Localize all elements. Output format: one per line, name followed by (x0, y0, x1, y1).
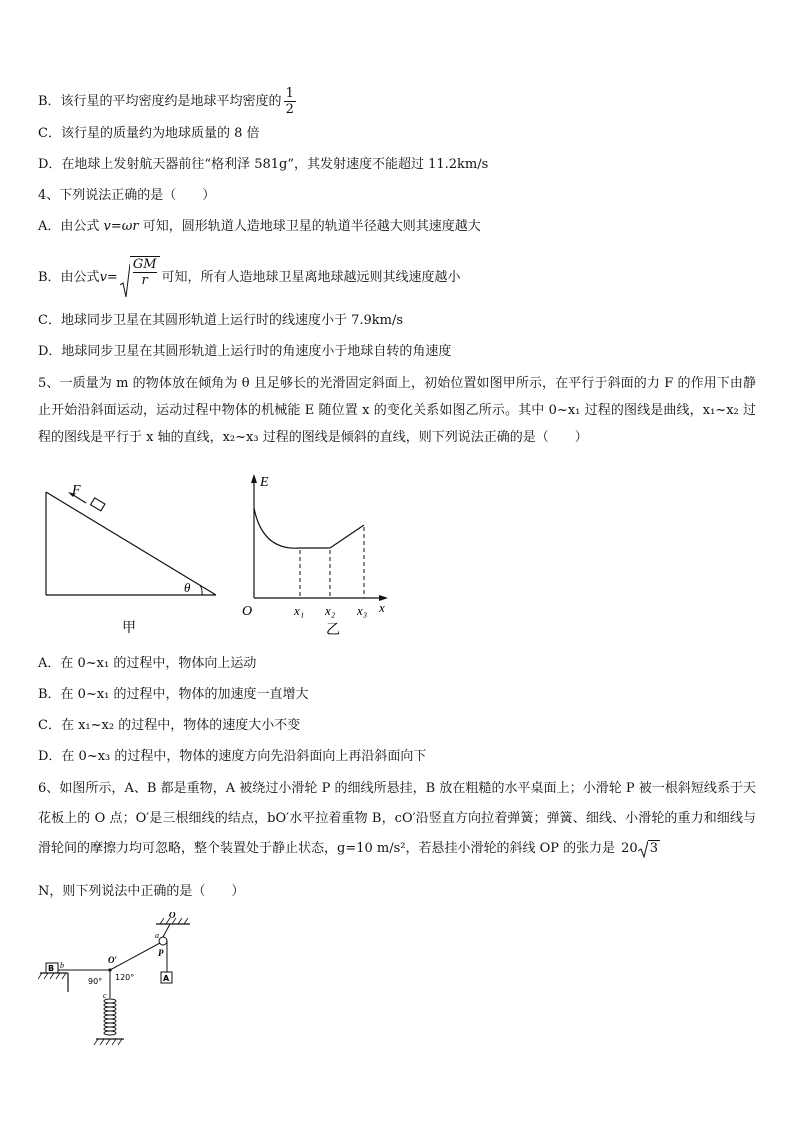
q4-option-b-den: r (141, 273, 148, 288)
q5-option-b: B．在 0~x₁ 的过程中，物体的加速度一直增大 (38, 687, 309, 702)
yi-x2-label: x₂ (325, 603, 336, 618)
yi-E-label: E (260, 475, 269, 490)
q6-tension-value (621, 834, 660, 864)
q4-option-d: D．地球同步卫星在其圆形轨道上运行时的角速度小于地球自转的角速度 (38, 344, 452, 359)
fraction-numerator: 1 (285, 86, 294, 101)
q4-option-b-v: v= (99, 269, 118, 285)
q6-tension-radicand: 3 (649, 841, 658, 856)
q5-option-a: A．在 0~x₁ 的过程中，物体向上运动 (38, 656, 257, 671)
q5-figure-jia (40, 478, 220, 640)
fig-P-label: P (158, 948, 164, 958)
q4-option-b-sqrt (120, 256, 160, 299)
q3-option-b (38, 86, 296, 117)
fig-a-label: a (155, 931, 159, 940)
fig-120-label: 120° (115, 973, 135, 982)
q6-stem-text: 6、如图所示，A、B 都是重物，A 被绕过小滑轮 P 的细线所悬挂，B 放在粗糙的水平桌面上；小滑轮 P 被一根斜短线系于天花板上的 O 点；O′是三根细线的结点，bO′水平拉着重物 B，cO′沿竖直方向拉着弹簧；弹簧、细线、小滑轮的重力和细线与滑轮间的摩擦力均可忽略，整个装置处于静止状态，g=10 m/s²，若悬挂小滑轮的斜线 OP 的张力是 (38, 781, 756, 856)
q4-option-c: C．地球同步卫星在其圆形轨道上运行时的线速度小于 7.9km/s (38, 313, 404, 328)
fig-90-label: 90° (88, 977, 103, 986)
fraction-denominator: 2 (285, 102, 294, 117)
jia-caption: 甲 (122, 620, 136, 636)
q4-option-b-pre: B．由公式 (38, 269, 100, 285)
q4-option-b-num: GM (132, 257, 157, 272)
yi-rising-segment (330, 525, 364, 548)
q4-option-a (38, 218, 481, 236)
yi-x1-label: x₁ (294, 603, 305, 618)
q5-figure-yi (236, 470, 396, 640)
fig-b-label: b (60, 961, 64, 970)
q4-option-a-post: 可知，圆形轨道人造地球卫星的轨道半径越大则其速度越大 (142, 219, 481, 234)
q6-tension-coef: 20 (621, 841, 638, 856)
yi-caption: 乙 (326, 622, 340, 638)
q6-stem-end: N，则下列说法中正确的是（ ） (38, 884, 245, 899)
spring-icon (104, 999, 116, 1035)
q3-option-c: C．该行星的质量约为地球质量的 8 倍 (38, 126, 260, 141)
q3-option-d: D．在地球上发射航天器前往“格利泽 581g”，其发射速度不能超过 11.2km/s (38, 157, 489, 172)
q5-stem: 5、一质量为 m 的物体放在倾角为 θ 且足够长的光滑固定斜面上，初始位置如图甲所示，在平行于斜面的力 F 的作用下由静止开始沿斜面运动，运动过程中物体的机械能 E 随位置 x 的变化关系如图乙所示。其中 0~x₁ 过程的图线是曲线，x₁~x₂ 过程的图线是平行于 x 轴的直线，x₂~x₃ 过程的图线是倾斜的直线，则下列说法正确的是（ ） (38, 376, 756, 445)
fig-O-label: O (169, 912, 176, 920)
fig-c-label: c (103, 991, 107, 1000)
q4-option-b (38, 256, 461, 299)
fig-Oprime-label: O′ (108, 955, 118, 965)
q4-option-b-post: 可知，所有人造地球卫星离地球越远则其线速度越小 (161, 269, 461, 285)
yi-O-label: O (242, 604, 253, 619)
q5-option-d: D．在 0~x₃ 的过程中，物体的速度方向先沿斜面向上再沿斜面向下 (38, 749, 427, 764)
q6-stem (38, 774, 756, 864)
yi-curve-segment (254, 508, 300, 548)
yi-x3-label: x₃ (357, 603, 368, 618)
q5-option-c: C．在 x₁~x₂ 的过程中，物体的速度大小不变 (38, 718, 301, 733)
q4-option-a-pre: A．由公式 (38, 219, 100, 234)
fig-B-label: B (48, 964, 55, 973)
fig-A-label: A (163, 974, 170, 983)
q4-stem: 4、下列说法正确的是（ ） (38, 188, 216, 203)
q4-option-a-formula: v=ωr (103, 219, 139, 234)
q3-option-b-text: B．该行星的平均密度约是地球平均密度的 (38, 94, 282, 109)
yi-x-label: x (379, 600, 385, 615)
jia-F-label: F (72, 483, 81, 498)
q3-option-b-fraction (284, 86, 296, 117)
jia-theta-label: θ (184, 580, 191, 595)
q6-figure (38, 912, 198, 1048)
